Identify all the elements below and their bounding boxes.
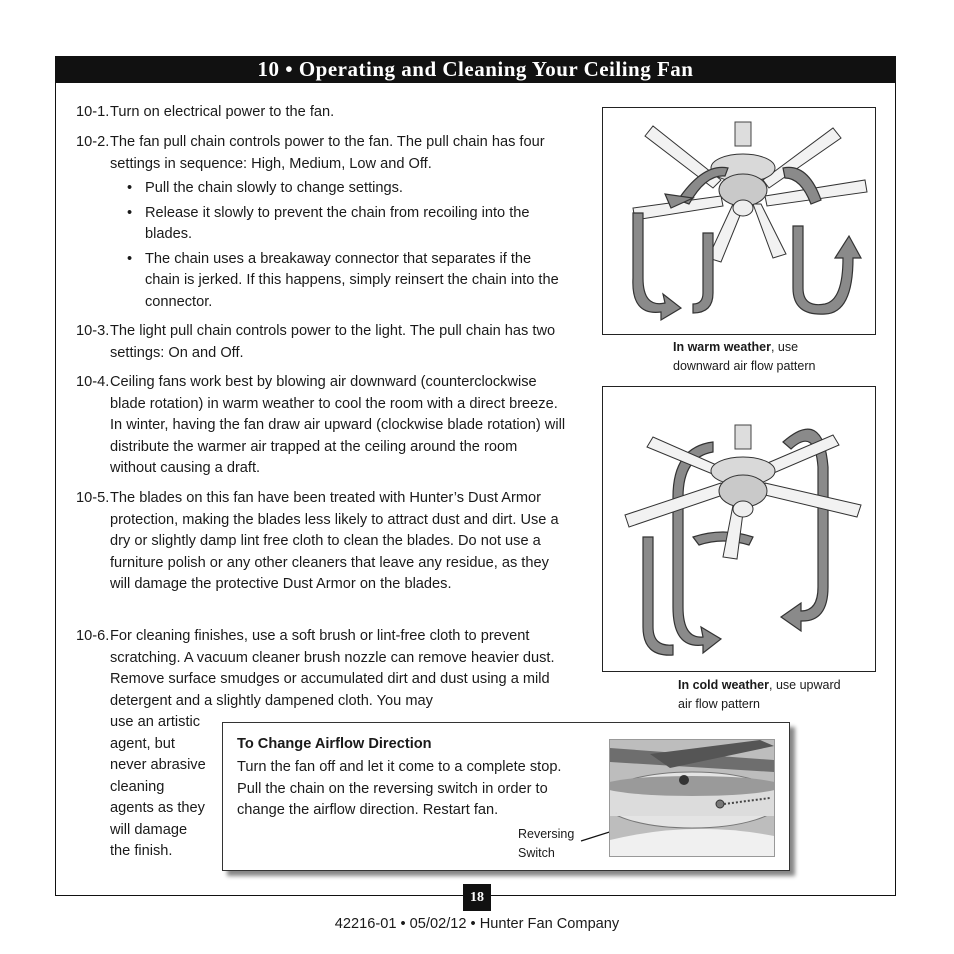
text-line: cleaning: [110, 778, 165, 795]
list-item: [124, 249, 564, 314]
step-text: Turn on electrical power to the fan.: [110, 104, 335, 120]
cold-weather-figure: [602, 386, 876, 672]
reversing-switch-photo: [609, 739, 775, 857]
upward-airflow-illustration: [603, 387, 875, 671]
step-text: Ceiling fans work best by blowing air downward (counterclockwise blade rotation) in warm weather to cool the room with a direct breeze. In winter, having the fan draw air upward (clockwise blade rotation) will distribute the warmer air trapped at the ceiling around the room without causing a draft.: [110, 374, 566, 476]
bullet-dot: •: [127, 250, 133, 267]
text-line: the finish.: [110, 843, 173, 859]
pull-chain-bullets: [124, 178, 564, 316]
step-10-3: [76, 321, 566, 364]
bullet-text: Pull the chain slowly to change settings.: [145, 180, 403, 196]
step-number: 10-1.: [76, 104, 110, 120]
reversing-switch-icon: [716, 800, 724, 808]
step-number: 10-2.: [76, 134, 110, 150]
step-10-4: [76, 372, 566, 480]
step-text: The light pull chain controls power to the light. The pull chain has two settings: On and Off.: [110, 323, 556, 361]
step-10-6: [76, 626, 566, 712]
step-text: The fan pull chain controls power to the fan. The pull chain has four settings in sequence: High, Medium, Low and Off.: [110, 134, 545, 172]
section-title: 10 • Operating and Cleaning Your Ceiling Fan: [55, 56, 896, 83]
step-number: 10-5.: [76, 490, 110, 506]
warm-weather-figure: [602, 107, 876, 335]
step-10-1: [76, 102, 566, 124]
step-10-2: [76, 132, 566, 175]
step-10-6-continued: [110, 712, 220, 863]
down-arrow-left: [633, 213, 681, 320]
down-arrow-center: [693, 233, 713, 313]
fan-light-globe: [733, 200, 753, 216]
bullet-text: Release it slowly to prevent the chain from recoiling into the blades.: [145, 204, 530, 242]
list-item: [124, 203, 564, 246]
bullet-dot: •: [127, 204, 133, 221]
step-10-5: [76, 488, 566, 596]
downward-airflow-illustration: [603, 108, 875, 334]
label-line: Switch: [518, 845, 555, 860]
fan-downrod: [735, 425, 751, 449]
caption-bold: In warm weather: [673, 340, 771, 354]
caption-text: air flow pattern: [678, 696, 760, 711]
fan-blade: [765, 483, 861, 517]
callout-body: Turn the fan off and let it come to a complete stop. Pull the chain on the reversing switch in order to change the airflow direction. Restart fan.: [237, 759, 562, 818]
swirl-arrow: [693, 532, 753, 545]
step-text: The blades on this fan have been treated with Hunter’s Dust Armor protection, making the blades less likely to attract dust and dirt. Use a dry or slightly damp lint free cloth to clean the blades. Do not use a furniture polish or any other cleaners that leave any residue, as they will damage the protective Dust Armor on the blades.: [110, 490, 559, 592]
step-text: For cleaning finishes, use a soft brush or lint-free cloth to prevent scratching. A vacuum cleaner brush nozzle can remove heavier dust. Remove surface smudges or accumulated dirt and dust using a mild detergent and a slightly dampened cloth. You may: [110, 628, 555, 709]
text-line: agent, but: [110, 735, 175, 752]
page-number: 18: [463, 884, 491, 911]
step-number: 10-4.: [76, 374, 110, 390]
text-line: use an artistic: [110, 714, 201, 730]
fan-blade: [753, 204, 786, 258]
fan-light-globe: [733, 501, 753, 517]
fan-downrod: [735, 122, 751, 146]
text-line: agents as they: [110, 800, 205, 816]
caption-text: downward air flow pattern: [673, 358, 816, 373]
airflow-direction-callout: [222, 722, 790, 871]
bullet-dot: •: [127, 180, 133, 196]
text-line: never abrasive: [110, 757, 206, 773]
reversing-switch-label: [518, 825, 574, 862]
step-number: 10-3.: [76, 323, 110, 339]
pull-chain-knob-icon: [679, 775, 689, 785]
switch-photo-illustration: [610, 740, 774, 856]
step-number: 10-6.: [76, 628, 110, 644]
callout-title: To Change Airflow Direction: [237, 736, 432, 752]
text-line: will damage: [110, 821, 188, 838]
label-line: Reversing: [518, 827, 575, 841]
bullet-text: The chain uses a breakaway connector that separates if the chain is jerked. If this happens, simply reinsert the chain into the connector.: [145, 250, 559, 310]
side-arrow-left: [643, 537, 673, 655]
list-item: [124, 178, 564, 200]
cold-weather-caption: [678, 676, 841, 713]
caption-text: , use upward: [769, 678, 841, 692]
warm-weather-caption: [673, 338, 815, 375]
down-arrow-right: [793, 226, 861, 314]
caption-text: , use: [770, 340, 799, 354]
caption-bold: In cold weather: [678, 678, 769, 692]
footer: 42216-01 • 05/02/12 • Hunter Fan Company: [334, 916, 620, 932]
